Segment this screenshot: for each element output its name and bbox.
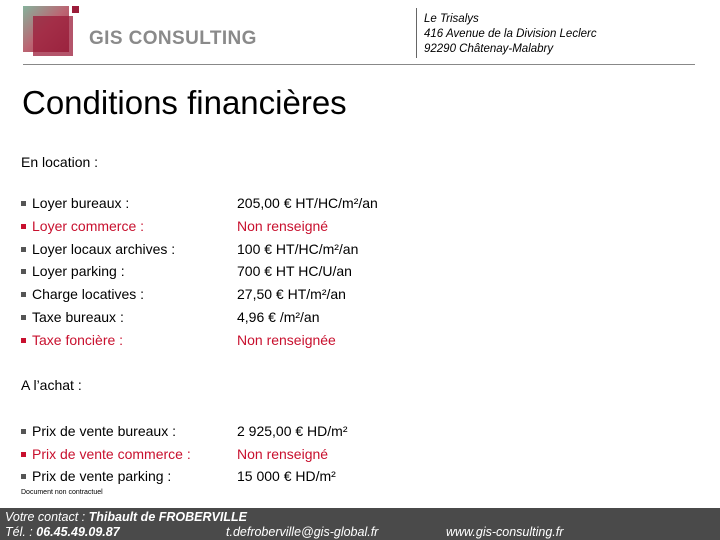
contact-prefix: Votre contact : bbox=[5, 510, 89, 524]
item-value: 205,00 € HT/HC/m²/an bbox=[237, 195, 378, 211]
achat-heading: A l’achat : bbox=[21, 377, 82, 393]
footer-contact bbox=[5, 510, 247, 524]
header-rule bbox=[23, 64, 695, 65]
item-value: 100 € HT/HC/m²/an bbox=[237, 240, 359, 257]
item-label: Loyer parking : bbox=[32, 263, 125, 280]
bullet-icon bbox=[21, 474, 26, 479]
location-heading: En location : bbox=[21, 154, 99, 170]
email-link[interactable]: t.defroberville@gis-global.fr bbox=[226, 525, 379, 539]
item-label: Loyer commerce : bbox=[32, 217, 145, 234]
item-value: Non renseigné bbox=[237, 445, 329, 462]
list-item bbox=[21, 195, 521, 215]
item-label: Taxe foncière : bbox=[32, 331, 124, 348]
item-value: 2 925,00 € HD/m² bbox=[237, 423, 348, 439]
item-label: Prix de vente parking : bbox=[32, 468, 172, 484]
disclaimer: Document non contractuel bbox=[21, 489, 103, 496]
item-label: Loyer locaux archives : bbox=[32, 240, 176, 257]
bullet-icon bbox=[21, 292, 26, 297]
list-item bbox=[21, 263, 521, 283]
item-label: Charge locatives : bbox=[32, 286, 145, 303]
bullet-icon bbox=[21, 224, 26, 229]
list-item bbox=[21, 241, 521, 261]
logo-text: GIS CONSULTING bbox=[89, 28, 257, 49]
bullet-icon bbox=[21, 315, 26, 320]
footer-phone bbox=[5, 525, 120, 539]
company-logo bbox=[23, 6, 257, 62]
address-block bbox=[424, 12, 597, 57]
website-link[interactable]: www.gis-consulting.fr bbox=[446, 525, 564, 539]
item-label: Prix de vente bureaux : bbox=[32, 423, 176, 439]
address-line: 92290 Châtenay-Malabry bbox=[424, 43, 554, 55]
gis-logo-icon bbox=[23, 6, 79, 62]
list-item bbox=[21, 286, 521, 306]
address-line: 416 Avenue de la Division Leclerc bbox=[424, 28, 597, 40]
list-item bbox=[21, 218, 521, 238]
list-item bbox=[21, 332, 521, 352]
bullet-icon bbox=[21, 338, 26, 343]
footer-bar bbox=[0, 508, 720, 540]
item-label: Loyer bureaux : bbox=[32, 195, 130, 211]
phone-prefix: Tél. : bbox=[5, 525, 37, 539]
item-value: 15 000 € HD/m² bbox=[237, 468, 336, 484]
item-value: 700 € HT HC/U/an bbox=[237, 263, 352, 280]
list-item bbox=[21, 309, 521, 329]
item-value: Non renseignée bbox=[237, 331, 336, 348]
bullet-icon bbox=[21, 247, 26, 252]
bullet-icon bbox=[21, 201, 26, 206]
item-value: Non renseigné bbox=[237, 217, 329, 234]
bullet-icon bbox=[21, 269, 26, 274]
header-divider bbox=[416, 8, 417, 58]
bullet-icon bbox=[21, 452, 26, 457]
list-item bbox=[21, 446, 521, 466]
item-value: 27,50 € HT/m²/an bbox=[237, 286, 346, 303]
item-label: Taxe bureaux : bbox=[32, 309, 124, 325]
page-title: Conditions financières bbox=[22, 84, 347, 121]
list-item bbox=[21, 468, 521, 488]
bullet-icon bbox=[21, 429, 26, 434]
item-value: 4,96 € /m²/an bbox=[237, 309, 320, 325]
address-line: Le Trisalys bbox=[424, 13, 479, 25]
phone-number: 06.45.49.09.87 bbox=[36, 525, 120, 539]
list-item bbox=[21, 423, 521, 443]
contact-name: Thibault de FROBERVILLE bbox=[88, 510, 247, 524]
item-label: Prix de vente commerce : bbox=[32, 445, 191, 462]
